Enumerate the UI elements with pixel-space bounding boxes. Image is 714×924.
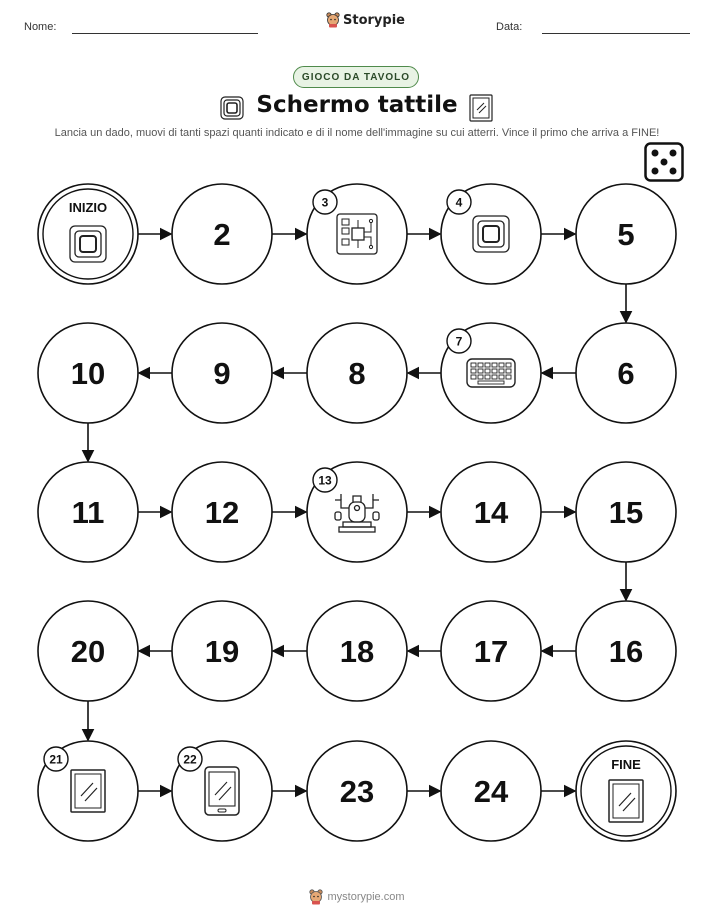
instructions: Lancia un dado, muovi di tanti spazi quanti indicato e di il nome dell'immagine su cui atterri. Vince il primo che arriva a FINE! [54, 127, 660, 139]
space-number: 24 [473, 774, 509, 809]
board-space-6 [576, 323, 676, 423]
space-number: 22 [183, 752, 197, 767]
space-number: 3 [321, 195, 329, 210]
footer-url: mystorypie.com [327, 891, 405, 903]
board-space-18 [307, 601, 407, 701]
space-number: 19 [204, 634, 240, 669]
board-space-10 [38, 323, 138, 423]
board-space-17 [441, 601, 541, 701]
category-badge: GIOCO DA TAVOLO [293, 66, 419, 88]
space-number: 9 [213, 356, 231, 391]
board-spaces [38, 184, 676, 841]
board-space-14 [441, 462, 541, 562]
board-space-4 [441, 184, 541, 284]
date-label: Data: [496, 21, 523, 33]
board-space-15 [576, 462, 676, 562]
space-label: INIZIO [68, 200, 108, 215]
space-number: 13 [318, 473, 332, 488]
brand-name: Storypie [343, 12, 405, 28]
space-number: 6 [617, 356, 635, 391]
board-space-13 [307, 462, 407, 562]
space-number: 20 [70, 634, 106, 669]
space-circle [38, 184, 138, 284]
board-space-1 [38, 184, 138, 284]
space-number: 11 [71, 495, 105, 530]
space-circle [576, 741, 676, 841]
name-label: Nome: [24, 21, 57, 33]
board-space-20 [38, 601, 138, 701]
bear-logo-icon [309, 889, 323, 905]
board-space-7 [441, 323, 541, 423]
space-number: 8 [348, 356, 366, 391]
board-space-2 [172, 184, 272, 284]
board-space-24 [441, 741, 541, 841]
board-space-8 [307, 323, 407, 423]
space-number: 23 [339, 774, 375, 809]
space-label: FINE [611, 757, 641, 772]
board-space-3 [307, 184, 407, 284]
space-number: 21 [49, 752, 63, 767]
board-space-11 [38, 462, 138, 562]
board-space-12 [172, 462, 272, 562]
board-space-22 [172, 741, 272, 841]
space-number: 4 [455, 195, 463, 210]
space-number: 18 [339, 634, 375, 669]
board-space-19 [172, 601, 272, 701]
board-space-25 [576, 741, 676, 841]
space-number: 14 [473, 495, 509, 530]
board-space-21 [38, 741, 138, 841]
space-number: 2 [213, 217, 231, 252]
space-number: 5 [617, 217, 635, 252]
page-title: Schermo tattile [256, 92, 458, 118]
space-number: 17 [473, 634, 509, 669]
space-number: 12 [204, 495, 240, 530]
space-number: 10 [70, 356, 106, 391]
footer [0, 889, 714, 905]
space-number: 7 [455, 334, 463, 349]
space-number: 16 [608, 634, 644, 669]
board-space-5 [576, 184, 676, 284]
board-space-16 [576, 601, 676, 701]
space-number: 15 [608, 495, 644, 530]
board-space-23 [307, 741, 407, 841]
board-space-9 [172, 323, 272, 423]
